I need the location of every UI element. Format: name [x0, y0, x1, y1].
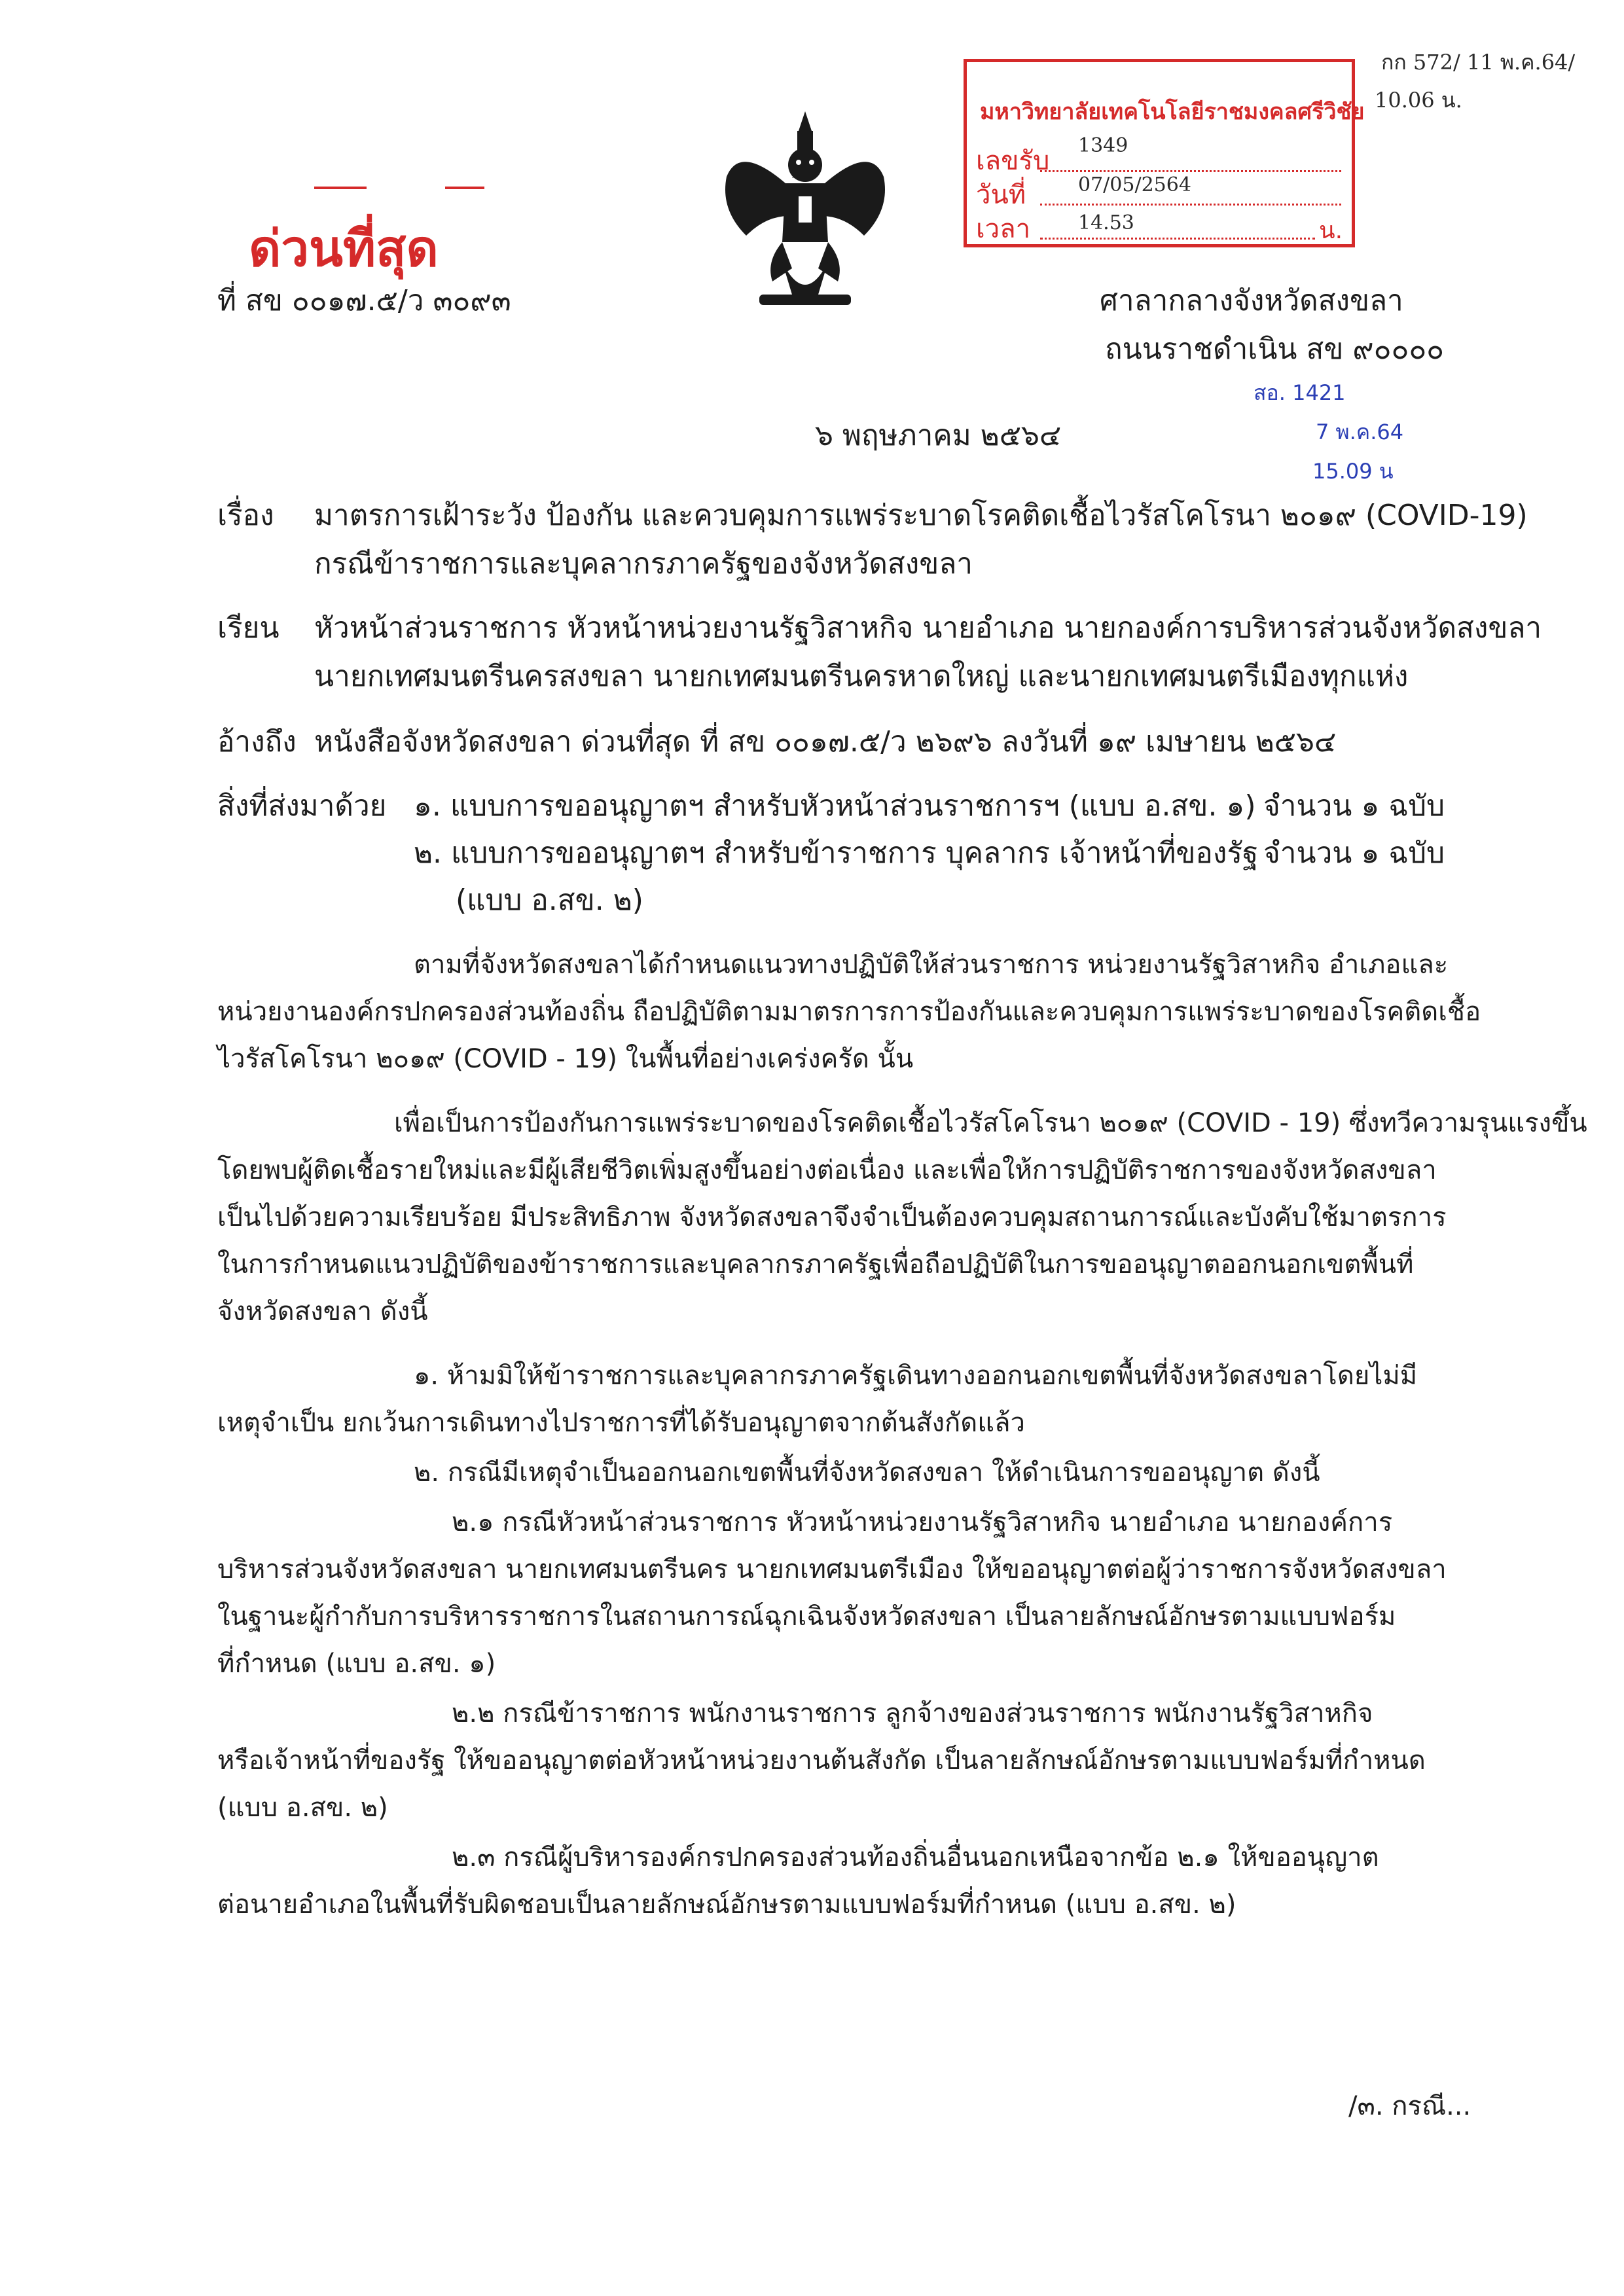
- enclosure-item-1: ๑. แบบการขออนุญาตฯ สำหรับหัวหน้าส่วนราชการฯ (แบบ อ.สข. ๑): [414, 789, 1256, 823]
- paragraph-2-line2: โดยพบผู้ติดเชื้อรายใหม่และมีผู้เสียชีวิตเพิ่มสูงขึ้นอย่างต่อเนื่อง และเพื่อให้การปฏิบัติราชการของจังหวัดสงขลา: [217, 1155, 1437, 1185]
- reference-label: อ้างถึง: [217, 725, 297, 759]
- item-2-2-line1: ๒.๒ กรณีข้าราชการ พนักงานราชการ ลูกจ้างของส่วนราชการ พนักงานรัฐวิสาหกิจ: [452, 1698, 1373, 1729]
- item-2-3-line1: ๒.๓ กรณีผู้บริหารองค์กรปกครองส่วนท้องถิ่นอื่นนอกเหนือจากข้อ ๒.๑ ให้ขออนุญาต: [452, 1842, 1379, 1873]
- enclosures-label: สิ่งที่ส่งมาด้วย: [217, 789, 387, 823]
- continuation-marker: /๓. กรณี...: [1348, 2091, 1471, 2121]
- subject-label: เรื่อง: [217, 499, 274, 532]
- handwritten-note-line2: 10.06 น.: [1375, 88, 1462, 113]
- item-2-1-line2: บริหารส่วนจังหวัดสงขลา นายกเทศมนตรีนคร นายกเทศมนตรีเมือง ให้ขออนุญาตต่อผู้ว่าราชการจังหวัดสงขลา: [217, 1554, 1447, 1585]
- paragraph-2-line4: ในการกำหนดแนวปฏิบัติของข้าราชการและบุคลากรภาครัฐเพื่อถือปฏิบัติในการขออนุญาตออกนอกเขตพื้นที่: [217, 1249, 1414, 1280]
- item-2: ๒. กรณีมีเหตุจำเป็นออกนอกเขตพื้นที่จังหวัดสงขลา ให้ดำเนินการขออนุญาต ดังนี้: [414, 1458, 1320, 1488]
- stamp-no-label: เลขรับ: [976, 146, 1050, 176]
- to-line1: หัวหน้าส่วนราชการ หัวหน้าหน่วยงานรัฐวิสาหกิจ นายอำเภอ นายกองค์การบริหารส่วนจังหวัดสงขลา: [314, 611, 1542, 645]
- paragraph-2-line3: เป็นไปด้วยความเรียบร้อย มีประสิทธิภาพ จังหวัดสงขลาจึงจำเป็นต้องควบคุมสถานการณ์และบังคับใช้มาตรการ: [217, 1202, 1447, 1232]
- document-number: ที่ สข ๐๐๑๗.๕/ว ๓๐๙๓: [217, 284, 511, 317]
- subject-line2: กรณีข้าราชการและบุคลากรภาครัฐของจังหวัดสงขลา: [314, 547, 973, 581]
- subject-line1: มาตรการเฝ้าระวัง ป้องกัน และควบคุมการแพร่ระบาดโรคติดเชื้อไวรัสโคโรนา ๒๐๑๙ (COVID-19): [314, 499, 1528, 532]
- enclosure-item-2-cont: (แบบ อ.สข. ๒): [456, 884, 643, 917]
- stamp-time-unit: น.: [1319, 217, 1343, 244]
- stamp-time-label: เวลา: [976, 214, 1031, 244]
- receipt-note-number: สอ. 1421: [1254, 380, 1346, 405]
- item-1-line2: เหตุจำเป็น ยกเว้นการเดินทางไปราชการที่ได้รับอนุญาตจากต้นสังกัดแล้ว: [217, 1408, 1026, 1438]
- paragraph-1-line2: หน่วยงานองค์กรปกครองส่วนท้องถิ่น ถือปฏิบัติตามมาตรการการป้องกันและควบคุมการแพร่ระบาดของโรคติดเชื้อ: [217, 997, 1481, 1027]
- garuda-emblem-icon: [700, 105, 910, 314]
- paragraph-1-line3: ไวรัสโคโรนา ๒๐๑๙ (COVID - 19) ในพื้นที่อย่างเคร่งครัด นั้น: [217, 1044, 914, 1074]
- office-address-line2: ถนนราชดำเนิน สข ๙๐๐๐๐: [1105, 332, 1445, 366]
- item-2-1-line4: ที่กำหนด (แบบ อ.สข. ๑): [217, 1649, 496, 1679]
- stamp-date-value: 07/05/2564: [1078, 173, 1191, 196]
- stamp-date-label: วันที่: [976, 180, 1026, 210]
- paragraph-2-line5: จังหวัดสงขลา ดังนี้: [217, 1297, 428, 1327]
- paragraph-1-line1: ตามที่จังหวัดสงขลาได้กำหนดแนวทางปฏิบัติให้ส่วนราชการ หน่วยงานรัฐวิสาหกิจ อำเภอและ: [414, 950, 1449, 980]
- enclosure-item-2-qty: จำนวน ๑ ฉบับ: [1263, 836, 1445, 870]
- stamp-university: มหาวิทยาลัยเทคโนโลยีราชมงคลศรีวิชัย: [980, 99, 1365, 125]
- item-2-2-line2: หรือเจ้าหน้าที่ของรัฐ ให้ขออนุญาตต่อหัวหน้าหน่วยงานต้นสังกัด เป็นลายลักษณ์อักษรตามแบบฟอร์มที่กำหนด: [217, 1746, 1426, 1776]
- receipt-note-date: 7 พ.ค.64: [1316, 420, 1404, 444]
- handwritten-note-line1: กก 572/ 11 พ.ค.64/: [1381, 50, 1576, 75]
- item-2-2-line3: (แบบ อ.สข. ๒): [217, 1793, 388, 1823]
- to-line2: นายกเทศมนตรีนครสงขลา นายกเทศมนตรีนครหาดใหญ่ และนายกเทศมนตรีเมืองทุกแห่ง: [314, 660, 1409, 693]
- item-2-1-line3: ในฐานะผู้กำกับการบริหารราชการในสถานการณ์ฉุกเฉินจังหวัดสงขลา เป็นลายลักษณ์อักษรตามแบบฟอร์ม: [217, 1602, 1396, 1632]
- paragraph-2-line1: เพื่อเป็นการป้องกันการแพร่ระบาดของโรคติดเชื้อไวรัสโคโรนา ๒๐๑๙ (COVID - 19) ซึ่งทวีความรุนแรงขึ้น: [394, 1108, 1587, 1138]
- stamp-no-value: 1349: [1078, 134, 1128, 157]
- item-1-line1: ๑. ห้ามมิให้ข้าราชการและบุคลากรภาครัฐเดินทางออกนอกเขตพื้นที่จังหวัดสงขลาโดยไม่มี: [414, 1361, 1418, 1391]
- receipt-stamp: [964, 59, 1365, 247]
- enclosure-item-1-qty: จำนวน ๑ ฉบับ: [1263, 789, 1445, 823]
- office-address-line1: ศาลากลางจังหวัดสงขลา: [1100, 284, 1403, 317]
- document-date: ๖ พฤษภาคม ๒๕๖๔: [815, 419, 1062, 452]
- stamp-time-value: 14.53: [1078, 211, 1134, 234]
- enclosure-item-2: ๒. แบบการขออนุญาตฯ สำหรับข้าราชการ บุคลากร เจ้าหน้าที่ของรัฐ: [414, 836, 1259, 870]
- receipt-note-time: 15.09 น: [1312, 459, 1394, 484]
- item-2-1-line1: ๒.๑ กรณีหัวหน้าส่วนราชการ หัวหน้าหน่วยงานรัฐวิสาหกิจ นายอำเภอ นายกองค์การ: [452, 1507, 1393, 1537]
- reference-text: หนังสือจังหวัดสงขลา ด่วนที่สุด ที่ สข ๐๐๑๗.๕/ว ๒๖๙๖ ลงวันที่ ๑๙ เมษายน ๒๕๖๔: [314, 725, 1337, 759]
- urgency-heading: ด่วนที่สุด: [249, 219, 439, 278]
- to-label: เรียน: [217, 611, 280, 645]
- item-2-3-line2: ต่อนายอำเภอในพื้นที่รับผิดชอบเป็นลายลักษณ์อักษรตามแบบฟอร์มที่กำหนด (แบบ อ.สข. ๒): [217, 1890, 1236, 1920]
